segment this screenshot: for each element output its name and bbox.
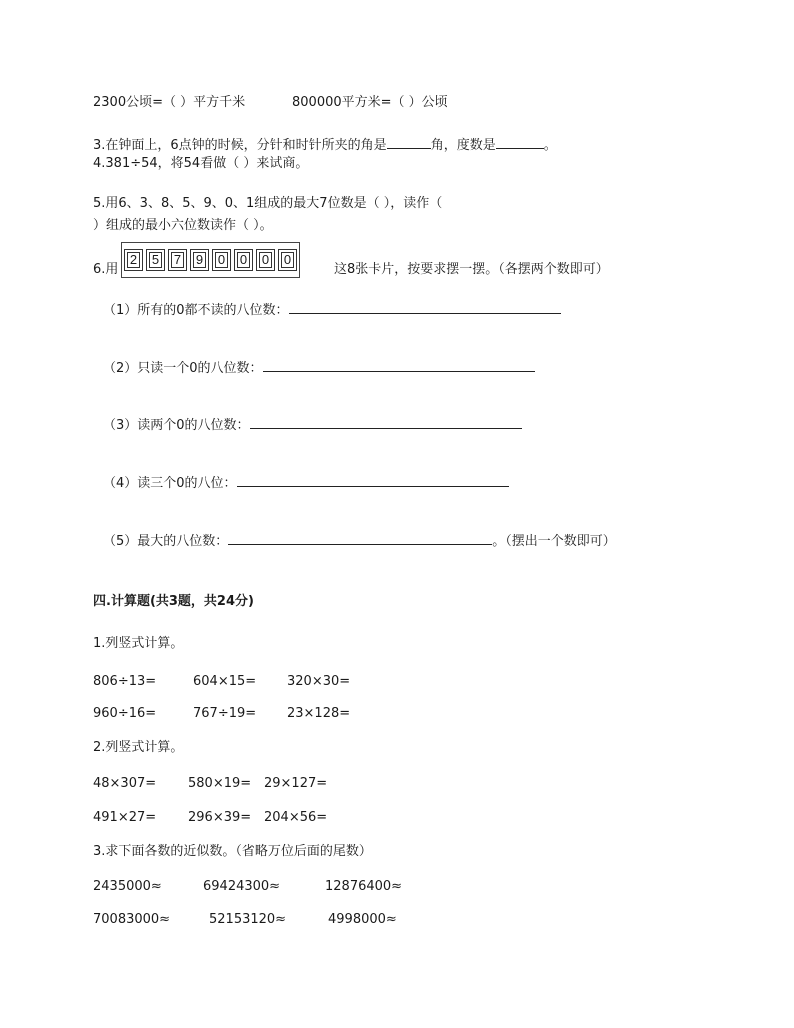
calc-item: 767÷19= [193,706,257,721]
sub-item-4 [103,472,509,492]
sub-item-suffix: 。（摆出一个数即可） [492,534,616,549]
calc-item: 960÷16= [93,706,157,721]
sub-item-label: （2）只读一个0的八位数： [103,361,263,376]
answer-line[interactable] [263,357,535,372]
question-5-line-1: 5.用6、3、8、5、9、0、1组成的最大7位数是（ ），读作（ [93,196,443,211]
calc-item: 491×27= [93,810,157,825]
calc-item: 29×127= [264,776,328,791]
digit-cards [121,242,300,278]
calc-1-title: 1.列竖式计算。 [93,636,184,651]
question-3-text-c: 。 [543,138,557,153]
calc-3-title: 3.求下面各数的近似数。（省略万位后面的尾数） [93,844,372,859]
calc-item: 806÷13= [93,674,157,689]
area-conversion-a: 2300公顷=（ ）平方千米 [93,95,246,110]
sub-item-label: （3）读两个0的八位数： [103,418,250,433]
answer-line[interactable] [289,299,561,314]
calc-item: 70083000≈ [93,912,171,927]
calc-item: 296×39= [188,810,252,825]
answer-line[interactable] [237,472,509,487]
calc-item: 580×19= [188,776,252,791]
digit-card: 0 [278,249,297,271]
calc-item: 23×128= [287,706,351,721]
calc-item: 69424300≈ [203,879,281,894]
calc-item: 604×15= [193,674,257,689]
area-conversion-b: 800000平方米=（ ）公顷 [292,95,448,110]
calc-item: 4998000≈ [328,912,397,927]
answer-line[interactable] [228,530,492,545]
answer-line[interactable] [250,414,522,429]
answer-blank[interactable] [496,134,544,149]
calc-item: 48×307= [93,776,157,791]
sub-item-label: （5）最大的八位数： [103,534,229,549]
digit-card: 0 [256,249,275,271]
digit-card: 7 [168,249,187,271]
sub-item-3 [103,414,522,434]
digit-card: 0 [234,249,253,271]
sub-item-5 [103,530,616,550]
calc-2-title: 2.列竖式计算。 [93,740,184,755]
digit-card: 0 [212,249,231,271]
calc-item: 204×56= [264,810,328,825]
question-6-prefix: 6.用 [93,262,119,277]
digit-card: 2 [124,249,143,271]
question-3-text-b: 角，度数是 [430,138,496,153]
question-6-suffix: 这8张卡片，按要求摆一摆。（各摆两个数即可） [334,262,609,277]
calc-item: 2435000≈ [93,879,162,894]
calc-item: 12876400≈ [325,879,403,894]
sub-item-2 [103,357,535,377]
digit-card: 5 [146,249,165,271]
digit-card: 9 [190,249,209,271]
calc-item: 320×30= [287,674,351,689]
question-3-text-a: 3.在钟面上，6点钟的时候，分针和时针所夹的角是 [93,138,387,153]
sub-item-label: （1）所有的0都不读的八位数： [103,303,289,318]
section-title: 四.计算题(共3题，共24分) [93,594,254,609]
question-4: 4.381÷54，将54看做（ ）来试商。 [93,156,309,171]
answer-blank[interactable] [387,134,431,149]
calc-item: 52153120≈ [209,912,287,927]
question-3 [93,134,557,154]
sub-item-1 [103,299,561,319]
sub-item-label: （4）读三个0的八位： [103,476,237,491]
question-5-line-2: ）组成的最小六位数读作（ ）。 [93,218,273,233]
